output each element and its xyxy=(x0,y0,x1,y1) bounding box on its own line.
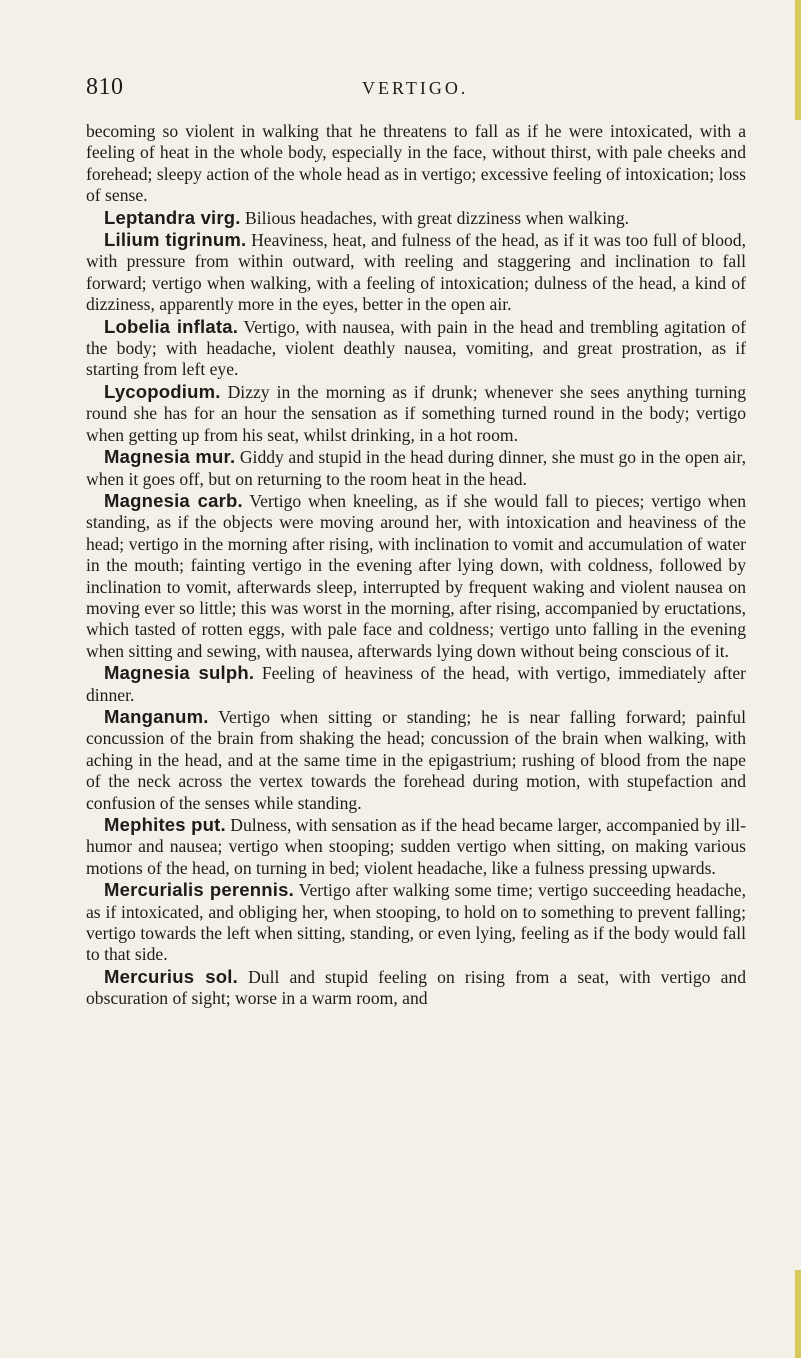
remedy-name: Manganum. xyxy=(104,705,209,727)
entry-text: Vertigo when sitting or standing; he is near falling forward; painful concussion of the brain from shaking the head; concussion of the brain when walking, with aching in the head, and at the same time in the epigastrium; rushing of blood from the nape of the neck across the vertex towards the forehead during motion, with stupefaction and confusion of the senses while standing. xyxy=(86,706,746,813)
entry-text: Vertigo when kneeling, as if she would fall to pieces; vertigo when standing, as if the objects were moving around her, with intoxication and heaviness of the head; vertigo in the morning after rising, with inclination to vomit and accumulation of water in the mouth; fainting vertigo in the evening after lying down, with coldness, followed by inclination to vomit, afterwards sleep, interrupted by frequent waking and violent nausea on moving ever so little; this was worst in the morning, after rising, accompanied by eructations, which tasted of rotten eggs, with pale face and coldness; vertigo unto falling in the evening when sitting and sewing, with nausea, afterwards lying down without being conscious of it. xyxy=(86,490,746,661)
entry-mercurius-sol xyxy=(86,966,746,1010)
remedy-name: Lobelia inflata. xyxy=(104,315,239,337)
page-edge-stain xyxy=(795,0,801,120)
remedy-name: Magnesia sulph. xyxy=(104,662,255,684)
entry-text: Vertigo after walking some time; vertigo succeeding headache, as if intoxicated, and obliging her, when stooping, to hold on to something to prevent falling; vertigo towards the left when sitting, standing, or even lying, feeling as if the body would fall to that side. xyxy=(86,880,746,965)
entry-mephites xyxy=(86,814,746,879)
remedy-name: Lycopodium. xyxy=(104,380,221,402)
entry-lobelia xyxy=(86,316,746,381)
entry-mercurialis xyxy=(86,879,746,966)
remedy-name: Mercurialis perennis. xyxy=(104,879,294,901)
entry-text: Feeling of heaviness of the head, with vertigo, immediately after dinner. xyxy=(86,663,746,705)
entry-magnesia-carb xyxy=(86,490,746,662)
intro-paragraph: becoming so violent in walking that he threatens to fall as if he were intoxicated, with a feeling of heat in the whole body, especially in the face, without thirst, with pale cheeks and forehead; sleepy action of the whole head as in vertigo; excessive feeling of intoxication; loss of sense. xyxy=(86,121,746,206)
remedy-name: Magnesia mur. xyxy=(104,446,236,468)
remedy-name: Magnesia carb. xyxy=(104,489,243,511)
entry-manganum xyxy=(86,706,746,814)
entry-text: Giddy and stupid in the head during dinner, she must go in the open air, when it goes off, but on returning to the room heat in the head. xyxy=(86,447,746,489)
remedy-name: Leptandra virg. xyxy=(104,206,241,228)
entry-text: Dizzy in the morning as if drunk; whenever she sees anything turning round she has for an hour the sensation as if something turned round in the body; vertigo when getting up from his seat, whilst drinking, in a hot room. xyxy=(86,381,746,445)
entry-text: Vertigo, with nausea, with pain in the head and trembling agitation of the body; with headache, violent deathly nausea, vomiting, and great prostration, as if starting from left eye. xyxy=(86,316,747,380)
entry-lycopodium xyxy=(86,381,746,446)
entry-magnesia-sulph xyxy=(86,662,746,706)
entry-leptandra xyxy=(86,207,746,229)
remedy-name: Mercurius sol. xyxy=(104,965,238,987)
body-text xyxy=(86,121,746,1010)
entry-lilium xyxy=(86,229,746,316)
running-title: VERTIGO. xyxy=(362,78,469,98)
entry-text: Bilious headaches, with great dizziness when walking. xyxy=(240,207,630,228)
page-edge-stain-lower xyxy=(795,1270,801,1358)
entry-text: Dull and stupid feeling on rising from a seat, with vertigo and obscuration of sight; worse in a warm room, and xyxy=(86,966,746,1009)
entry-text: Dulness, with sensation as if the head became larger, accompanied by ill-humor and nausea; vertigo when stooping; sudden vertigo when sitting, on making various motions of the head, on turning in bed; violent headache, like a fulness pressing upwards. xyxy=(86,815,746,878)
entry-magnesia-mur xyxy=(86,446,746,490)
remedy-name: Lilium tigrinum. xyxy=(104,229,247,251)
entry-text: Heaviness, heat, and fulness of the head, as if it was too full of blood, with pressure from within outward, with reeling and staggering and inclination to fall forward; vertigo when walking, with a feeling of intoxication; dulness of the head, a kind of dizziness, apparently more in the eyes, better in the open air. xyxy=(86,230,746,315)
page-header xyxy=(86,74,746,104)
page-number: 810 xyxy=(86,74,124,100)
remedy-name: Mephites put. xyxy=(104,814,226,835)
